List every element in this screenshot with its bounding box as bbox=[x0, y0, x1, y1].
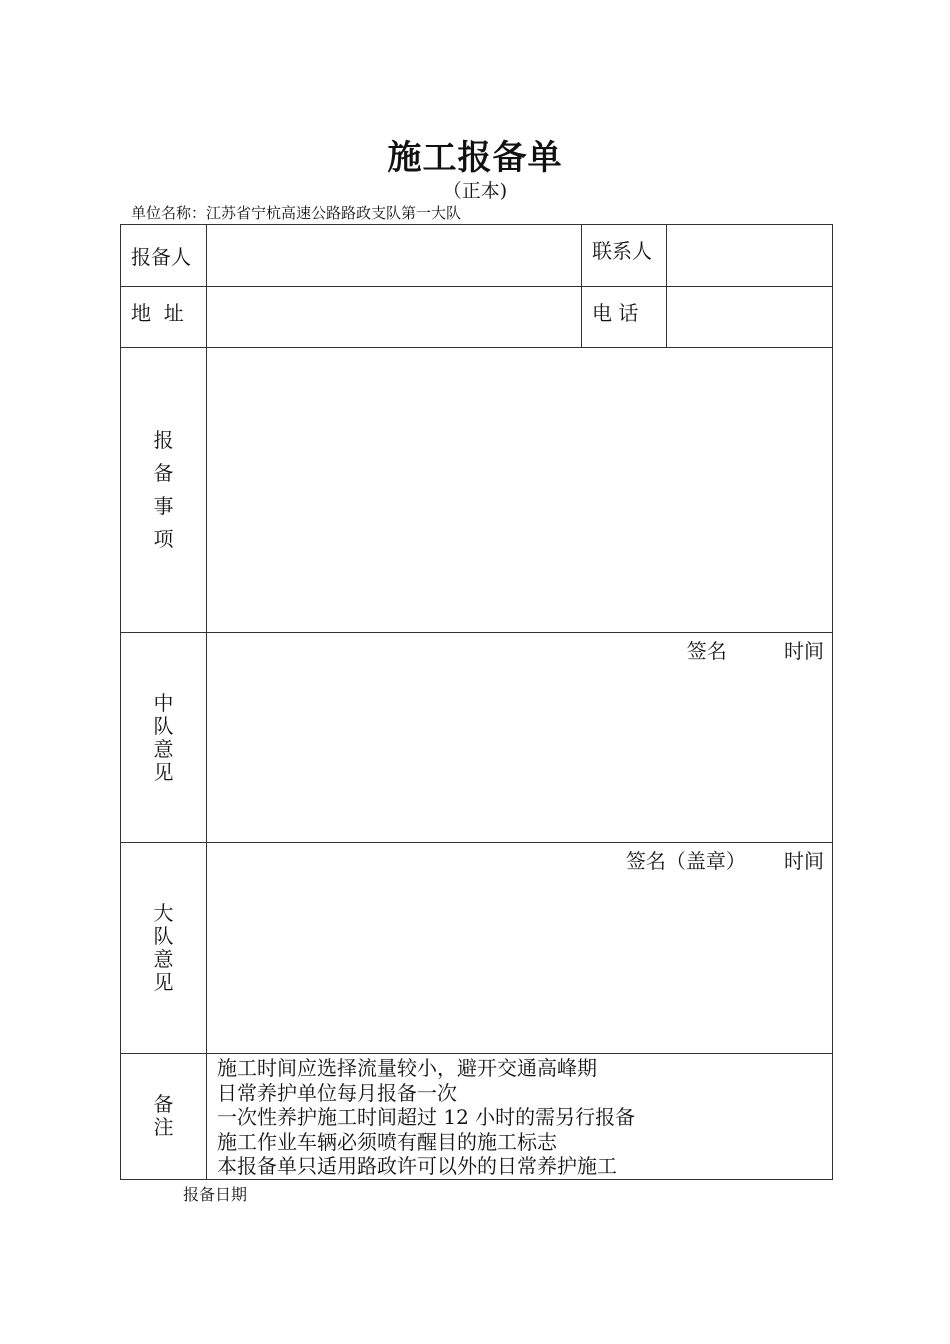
matter-label: 报备事项 bbox=[153, 428, 174, 551]
reporter-label-cell bbox=[121, 225, 207, 287]
remark-item: 本报备单只适用路政许可以外的日常养护施工 bbox=[217, 1154, 617, 1178]
reporter-input-cell[interactable] bbox=[207, 225, 582, 287]
contact-label-cell bbox=[582, 225, 667, 287]
squad-opinion-input-cell[interactable] bbox=[207, 633, 833, 843]
remarks-cell bbox=[207, 1054, 833, 1180]
report-form-table bbox=[120, 224, 833, 1180]
remark-item: 施工时间应选择流量较小，避开交通高峰期 bbox=[217, 1056, 597, 1080]
phone-label-cell bbox=[582, 287, 667, 348]
brigade-opinion-label: 大队意见 bbox=[153, 901, 174, 994]
matter-label-cell bbox=[121, 348, 207, 633]
contact-input-cell[interactable] bbox=[667, 225, 833, 287]
document-title: 施工报备单 bbox=[387, 138, 563, 178]
squad-opinion-label: 中队意见 bbox=[153, 690, 174, 784]
address-input-cell[interactable] bbox=[207, 287, 582, 348]
remark-item: 日常养护单位每月报备一次 bbox=[217, 1080, 457, 1105]
remarks-label-cell bbox=[121, 1054, 207, 1180]
remark-item: 施工作业车辆必须喷有醒目的施工标志 bbox=[217, 1129, 557, 1154]
document-subtitle: （正本) bbox=[442, 180, 508, 202]
phone-input-cell[interactable] bbox=[667, 287, 833, 348]
remarks-label: 备注 bbox=[153, 1092, 174, 1140]
squad-signature-time: 签名 时间 bbox=[686, 639, 824, 663]
unit-name-line: 单位名称：江苏省宁杭高速公路路政支队第一大队 bbox=[131, 204, 462, 222]
phone-label: 电 话 bbox=[592, 301, 639, 325]
address-label: 地 址 bbox=[131, 301, 184, 325]
brigade-signature-time: 签名（盖章） 时间 bbox=[625, 849, 824, 873]
report-date-label: 报备日期 bbox=[183, 1185, 248, 1204]
reporter-label: 报备人 bbox=[131, 245, 191, 269]
address-label-cell bbox=[121, 287, 207, 348]
contact-label: 联系人 bbox=[592, 239, 652, 263]
brigade-opinion-input-cell[interactable] bbox=[207, 843, 833, 1054]
matter-input-cell[interactable] bbox=[207, 348, 833, 633]
brigade-opinion-label-cell bbox=[121, 843, 207, 1054]
squad-opinion-label-cell bbox=[121, 633, 207, 843]
remark-item: 一次性养护施工时间超过 12 小时的需另行报备 bbox=[217, 1105, 636, 1129]
